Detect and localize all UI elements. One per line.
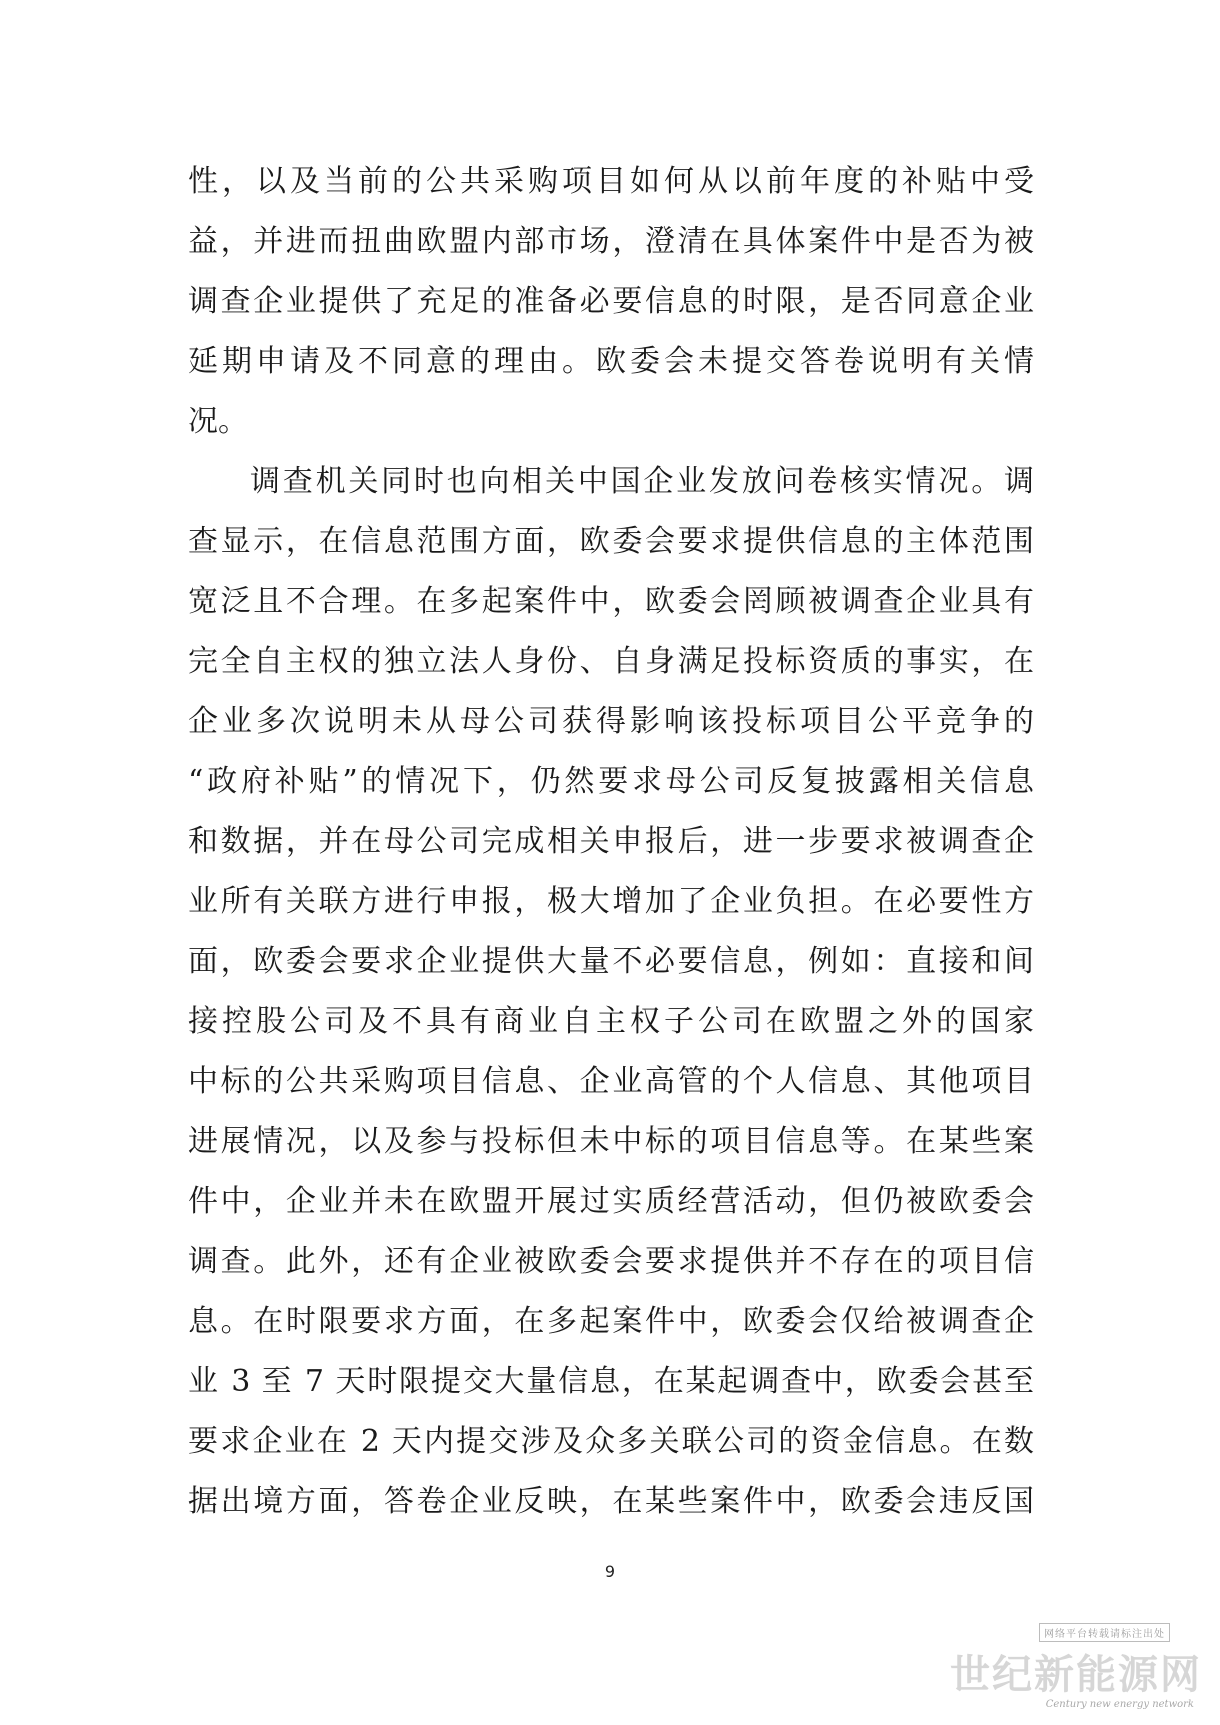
page-number: 9	[604, 1562, 616, 1581]
text-line: 中标的公共采购项目信息、企业高管的个人信息、其他项目	[188, 1064, 1034, 1099]
body-text	[188, 152, 1034, 1532]
text-line: 和数据，并在母公司完成相关申报后，进一步要求被调查企	[188, 824, 1034, 859]
text-line: 面，欧委会要求企业提供大量不必要信息，例如：直接和间	[188, 944, 1034, 979]
text-line: 调查机关同时也向相关中国企业发放问卷核实情况。调	[250, 464, 1034, 499]
text-line: 益，并进而扭曲欧盟内部市场，澄清在具体案件中是否为被	[188, 224, 1034, 259]
text-line: 件中，企业并未在欧盟开展过实质经营活动，但仍被欧委会	[188, 1184, 1034, 1219]
watermark	[950, 1623, 1202, 1715]
text-line: 宽泛且不合理。在多起案件中，欧委会罔顾被调查企业具有	[188, 584, 1034, 619]
watermark-tag: 网络平台转载请标注出处	[1039, 1623, 1170, 1642]
text-line: 据出境方面，答卷企业反映，在某些案件中，欧委会违反国	[188, 1484, 1034, 1519]
text-line: 息。在时限要求方面，在多起案件中，欧委会仅给被调查企	[188, 1304, 1034, 1339]
text-line: 况。	[188, 404, 248, 439]
text-line: 要求企业在 2 天内提交涉及众多关联公司的资金信息。在数	[188, 1424, 1034, 1459]
text-line: 调查企业提供了充足的准备必要信息的时限，是否同意企业	[188, 284, 1034, 319]
watermark-subtitle: Century new energy network	[1045, 1699, 1194, 1710]
text-line: 延期申请及不同意的理由。欧委会未提交答卷说明有关情	[188, 344, 1034, 379]
text-line: 业 3 至 7 天时限提交大量信息，在某起调查中，欧委会甚至	[188, 1364, 1034, 1399]
text-line: 完全自主权的独立法人身份、自身满足投标资质的事实，在	[188, 644, 1034, 679]
text-line: 查显示，在信息范围方面，欧委会要求提供信息的主体范围	[188, 524, 1034, 559]
text-line: “政府补贴”的情况下，仍然要求母公司反复披露相关信息	[188, 764, 1034, 799]
watermark-logo: 世纪新能源网	[950, 1651, 1202, 1698]
text-line: 性，以及当前的公共采购项目如何从以前年度的补贴中受	[188, 164, 1034, 199]
text-line: 调查。此外，还有企业被欧委会要求提供并不存在的项目信	[188, 1244, 1034, 1279]
text-line: 进展情况，以及参与投标但未中标的项目信息等。在某些案	[188, 1124, 1034, 1159]
text-line: 企业多次说明未从母公司获得影响该投标项目公平竞争的	[188, 704, 1034, 739]
text-line: 接控股公司及不具有商业自主权子公司在欧盟之外的国家	[188, 1004, 1034, 1039]
text-line: 业所有关联方进行申报，极大增加了企业负担。在必要性方	[188, 884, 1034, 919]
